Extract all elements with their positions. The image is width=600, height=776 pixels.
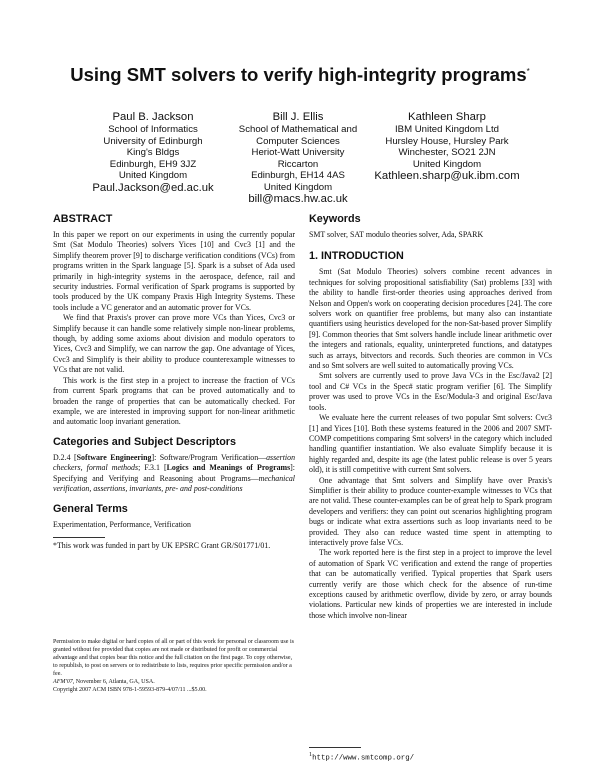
venue-name: AFM'07 (53, 679, 73, 685)
title-footnote-mark: * (526, 66, 530, 76)
author-block-1 (78, 111, 228, 195)
author-affiliation-line: IBM United Kingdom Ltd (395, 124, 499, 135)
author-email: bill@macs.hw.ac.uk (248, 193, 348, 205)
category-code: ; F.3.1 [ (138, 463, 167, 473)
intro-paragraph: We evaluate here the current releases of two popular Smt solvers: Cvc3 [1] and Yices [10]. Both these systems featured in the 2006 and 2007 SMT-COMP competitions comparing Smt solvers¹ in the category which included handling quantifier instantiation. We also evaluate Simplify because it is highly regarded and, despite its age (the latest public release is over 5 years old), it is still competitive with current Smt solvers. (309, 413, 552, 475)
author-name: Bill J. Ellis (272, 111, 324, 123)
author-affiliation-line: United Kingdom (263, 181, 333, 193)
intro-paragraph: One advantage that Smt solvers and Simplify have over Praxis's Simplifier is their ability to produce counter-example witnesses to VCs that are not valid. These counter-examples can be of great help to Spark program developers and verifiers: they can point out scenarios highlighting program bugs or indicate what extra assertions such as loop invariants need to be provided. They also can reduce wasted time spent in attempting to interactively prove false VCs. (309, 475, 552, 547)
author-affiliation-line: Edinburgh, EH9 3JZ (109, 158, 197, 170)
footnote-divider (53, 537, 105, 538)
category-name: Logics and Meanings of Programs (166, 463, 291, 473)
author-email: Kathleen.sharp@uk.ibm.com (374, 170, 520, 182)
keywords-text: SMT solver, SAT modulo theories solver, Ada, SPARK (309, 230, 484, 239)
author-affiliation-line: Riccarton (277, 158, 319, 170)
author-affiliation-line: School of Mathematical and (238, 124, 358, 135)
categories-heading: Categories and Subject Descriptors (53, 435, 236, 448)
author-affiliation-line: King's Bldgs (126, 147, 180, 158)
footnote-divider (309, 747, 361, 748)
author-block-2 (228, 111, 368, 206)
author-affiliation-line: United Kingdom (412, 158, 482, 170)
venue-details: , November 6, Atlanta, GA, USA. (72, 679, 155, 685)
footnote-mark: 1 (309, 752, 313, 758)
category-desc: ]: Specifying and Verifying and Reasoning about Programs— (53, 463, 295, 483)
category-desc: ]: Software/Program Verification— (151, 452, 267, 462)
author-affiliation-line: Winchester, SO21 2JN (398, 147, 496, 158)
author-email: Paul.Jackson@ed.ac.uk (92, 181, 214, 194)
category-code: D.2.4 [ (53, 452, 77, 462)
intro-paragraph: Smt (Sat Modulo Theories) solvers combine recent advances in techniques for solving propositional satisfiability (Sat) problems [33] with the ability to handle first-order theories using approaches derived from Nelson and Oppen's work on cooperating decision procedures [24]. The core solvers work on quantifier free problems, but many also can instantiate quantifiers using heuristics developed for the non-Sat-based prover Simplify [9]. Common theories that Smt solvers handle include linear arithmetic over the integers and rationals, equality, uninterpreted functions, and datatypes such as arrays, bitvectors and records. Such theories are common in VCs and so Smt solvers are well suited to automatically proving VCs. (309, 267, 552, 371)
intro-paragraph: Smt solvers are currently used to prove Java VCs in the Esc/Java2 [2] tool and C# VCs in the Spec# static program verifier [6]. The Simplify prover was used to prove VCs in the Esc/Modula-3 and original Esc/Java tools. (309, 371, 552, 412)
general-terms-text: Experimentation, Performance, Verification (53, 520, 191, 530)
author-affiliation-line: School of Informatics (108, 124, 198, 135)
venue-line (53, 678, 295, 686)
permission-notice (53, 638, 295, 694)
keywords-heading: Keywords (309, 213, 361, 225)
author-affiliation-line: Heriot-Watt University (251, 147, 345, 158)
copyright-line: Copyright 2007 ACM ISBN 978-1-59593-879-4/07/11 ...$5.00. (53, 687, 207, 693)
category-name: Software Engineering (76, 452, 152, 462)
general-terms-heading: General Terms (53, 503, 128, 516)
right-column (309, 212, 552, 621)
author-block-3 (368, 111, 526, 183)
introduction-heading: 1. INTRODUCTION (309, 250, 404, 263)
footnote-url[interactable]: http://www.smtcomp.org/ (312, 754, 415, 763)
author-affiliation-line: Computer Sciences (256, 135, 340, 147)
author-affiliation-line: Hursley House, Hursley Park (385, 135, 509, 147)
author-name: Paul B. Jackson (112, 111, 194, 123)
abstract-paragraph: This work is the first step in a project to increase the fraction of VCs from current Spark programs that can be proved automatically and to broaden the range of properties that can be automatically checked. For example, we are interested in improving support for non-linear arithmetic and automatic loop invariant generation. (53, 375, 295, 427)
paper-title-text: Using SMT solvers to verify high-integrity programs (70, 64, 527, 85)
category-subject: assertion checkers, formal methods (53, 452, 296, 473)
left-column (53, 212, 295, 551)
paper-title (0, 64, 600, 86)
funding-note: *This work was funded in part by UK EPSRC Grant GR/S01771/01. (53, 540, 271, 550)
abstract-heading: ABSTRACT (53, 213, 113, 225)
categories-text (53, 453, 295, 495)
author-name: Kathleen Sharp (408, 111, 486, 123)
author-affiliation-line: Edinburgh, EH14 4AS (251, 170, 345, 181)
category-subject: mechanical verification, assertions, invariants, pre- and post-conditions (53, 473, 295, 493)
abstract-paragraph: We find that Praxis's prover can prove more VCs than Yices, Cvc3 or Simplify because it can handle some relatively simple non-linear problems, though, by adding some axioms about division and modulo operators to Yices, Cvc3 and Simplify, we can narrow the gap. One advantage of Yices, Cvc3 and Simplify is their ability to produce counterexample witnesses to VCs that are not valid. (53, 313, 295, 375)
abstract-paragraph: In this paper we report on our experiments in using the currently popular Smt (Sat Modulo Theories) solvers Yices [10] and Cvc3 [1] and the Simplify theorem prover [9] to discharge verification conditions (VCs) from programs written in the Spark language [5]. Spark is a subset of Ada used primarily in high-integrity systems in the aerospace, defence, rail and security industries. Formal verification of Spark programs is supported by tools produced by the UK company Praxis High Integrity Systems. These tools include a VC generator and an automatic prover for VCs. (53, 230, 295, 312)
author-affiliation-line: University of Edinburgh (103, 135, 203, 147)
intro-paragraph: The work reported here is the first step in a project to improve the level of automation of Spark VC verification and extend the range of properties that can be automatically verified. Typical properties that Spark users currently verify are those which check for the absence of run-time exceptions caused by arithmetic overflow, divide by zero, or array bounds violations. Particular new kinds of properties we are interested in include those which involve non-linear (309, 548, 552, 620)
permission-text: Permission to make digital or hard copies of all or part of this work for personal or classroom use is granted without fee provided that copies are not made or distributed for profit or commercial advantage and that copies bear this notice and the full citation on the first page. To copy otherwise, to republish, to post on servers or to redistribute to lists, requires prior specific permission and/or a fee. (53, 639, 294, 677)
author-affiliation-line: United Kingdom (118, 170, 188, 181)
footnote (309, 751, 552, 763)
